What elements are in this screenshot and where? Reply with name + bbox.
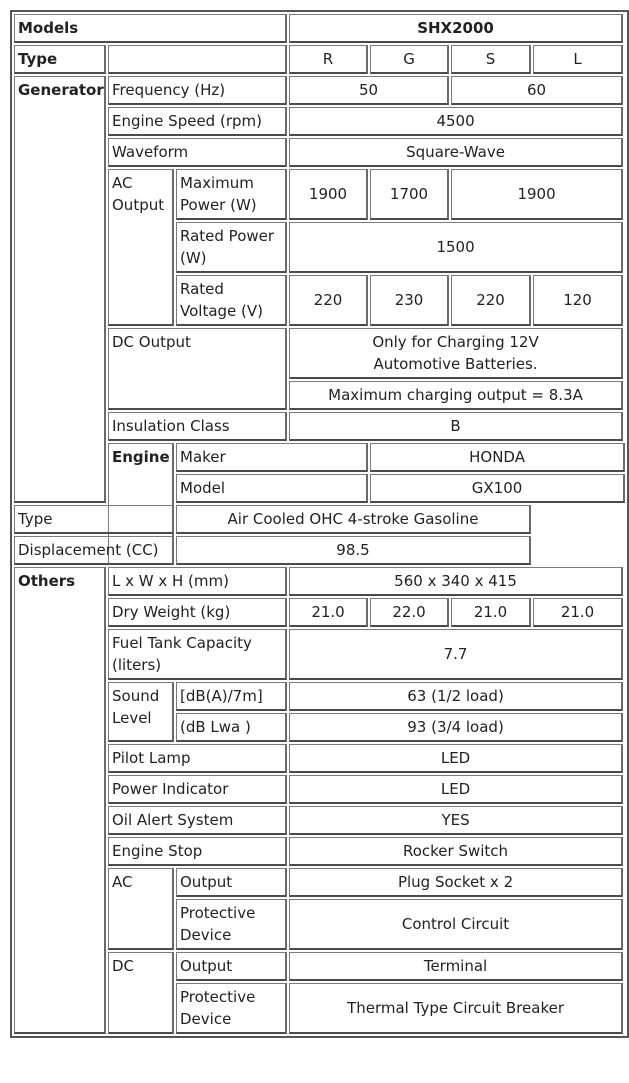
frequency-row xyxy=(14,76,625,105)
rated-voltage-label: Rated Voltage (V) xyxy=(176,275,287,326)
type-row xyxy=(14,45,625,74)
dc-output-sub-label: Output xyxy=(176,952,287,981)
fuel-tank-label: Fuel Tank Capacity (liters) xyxy=(108,629,287,680)
engine-model-value: GX100 xyxy=(370,474,625,503)
type-empty-cell xyxy=(108,45,287,74)
dc-terminal-value: Terminal xyxy=(289,952,623,981)
sound-level-label: Sound Level xyxy=(108,682,174,742)
models-label: Models xyxy=(14,14,287,43)
engine-model-label: Model xyxy=(176,474,368,503)
fuel-tank-value: 7.7 xyxy=(289,629,623,680)
ac-output-value: Plug Socket x 2 xyxy=(289,868,623,897)
rated-voltage-l: 120 xyxy=(533,275,623,326)
dry-weight-g: 22.0 xyxy=(370,598,449,627)
dimensions-label: L x W x H (mm) xyxy=(108,567,287,596)
rated-voltage-s: 220 xyxy=(451,275,531,326)
rated-voltage-r: 220 xyxy=(289,275,368,326)
frequency-rg: 50 xyxy=(289,76,449,105)
model-name: SHX2000 xyxy=(289,14,623,43)
dc-protective-value: Thermal Type Circuit Breaker xyxy=(289,983,623,1034)
dc-output-note xyxy=(289,328,623,379)
engine-stop-label: Engine Stop xyxy=(108,837,287,866)
section-generator: Generator xyxy=(14,76,106,503)
spec-table-wrapper xyxy=(10,10,629,1038)
ac-label: AC xyxy=(108,868,174,950)
power-indicator-label: Power Indicator xyxy=(108,775,287,804)
oil-alert-label: Oil Alert System xyxy=(108,806,287,835)
pilot-lamp-value: LED xyxy=(289,744,623,773)
sound-lwa-value: 93 (3/4 load) xyxy=(289,713,623,742)
section-others: Others xyxy=(14,567,106,1034)
type-label: Type xyxy=(14,45,106,74)
ac-protective-value: Control Circuit xyxy=(289,899,623,950)
rated-power-label: Rated Power (W) xyxy=(176,222,287,273)
insulation-label: Insulation Class xyxy=(108,412,287,441)
max-power-sl: 1900 xyxy=(451,169,623,220)
displacement-row xyxy=(14,536,625,565)
models-row xyxy=(14,14,625,43)
power-indicator-value: LED xyxy=(289,775,623,804)
rated-power-value: 1500 xyxy=(289,222,623,273)
engine-stop-value: Rocker Switch xyxy=(289,837,623,866)
max-power-label: Maximum Power (W) xyxy=(176,169,287,220)
waveform-label: Waveform xyxy=(108,138,287,167)
spec-table xyxy=(10,10,629,1038)
dimensions-row xyxy=(14,567,625,596)
type-g: G xyxy=(370,45,449,74)
frequency-label: Frequency (Hz) xyxy=(108,76,287,105)
waveform-value: Square-Wave xyxy=(289,138,623,167)
oil-alert-value: YES xyxy=(289,806,623,835)
engine-speed-label: Engine Speed (rpm) xyxy=(108,107,287,136)
rated-voltage-g: 230 xyxy=(370,275,449,326)
max-power-r: 1900 xyxy=(289,169,368,220)
type-s: S xyxy=(451,45,531,74)
ac-protective-label: Protective Device xyxy=(176,899,287,950)
engine-type-label: Type xyxy=(14,505,174,534)
maker-value: HONDA xyxy=(370,443,625,472)
dry-weight-l: 21.0 xyxy=(533,598,623,627)
dry-weight-r: 21.0 xyxy=(289,598,368,627)
sound-db-value: 63 (1/2 load) xyxy=(289,682,623,711)
engine-type-row xyxy=(14,505,625,534)
ac-output-label: AC Output xyxy=(108,169,174,326)
section-engine: Engine xyxy=(108,443,174,565)
dc-output-line1: Only for Charging 12V xyxy=(372,333,539,351)
insulation-value: B xyxy=(289,412,623,441)
displacement-label: Displacement (CC) xyxy=(14,536,174,565)
sound-lwa-label: (dB Lwa ) xyxy=(176,713,287,742)
dc-label: DC xyxy=(108,952,174,1034)
dc-max-charging: Maximum charging output = 8.3A xyxy=(289,381,623,410)
max-power-g: 1700 xyxy=(370,169,449,220)
engine-speed-value: 4500 xyxy=(289,107,623,136)
dc-output-line2: Automotive Batteries. xyxy=(373,355,538,373)
engine-type-value: Air Cooled OHC 4-stroke Gasoline xyxy=(176,505,531,534)
frequency-sl: 60 xyxy=(451,76,623,105)
sound-db-label: [dB(A)/7m] xyxy=(176,682,287,711)
pilot-lamp-label: Pilot Lamp xyxy=(108,744,287,773)
dry-weight-s: 21.0 xyxy=(451,598,531,627)
type-r: R xyxy=(289,45,368,74)
maker-label: Maker xyxy=(176,443,368,472)
dc-output-label: DC Output xyxy=(108,328,287,410)
dc-protective-label: Protective Device xyxy=(176,983,287,1034)
dimensions-value: 560 x 340 x 415 xyxy=(289,567,623,596)
displacement-value: 98.5 xyxy=(176,536,531,565)
dry-weight-label: Dry Weight (kg) xyxy=(108,598,287,627)
type-l: L xyxy=(533,45,623,74)
ac-output-sub-label: Output xyxy=(176,868,287,897)
